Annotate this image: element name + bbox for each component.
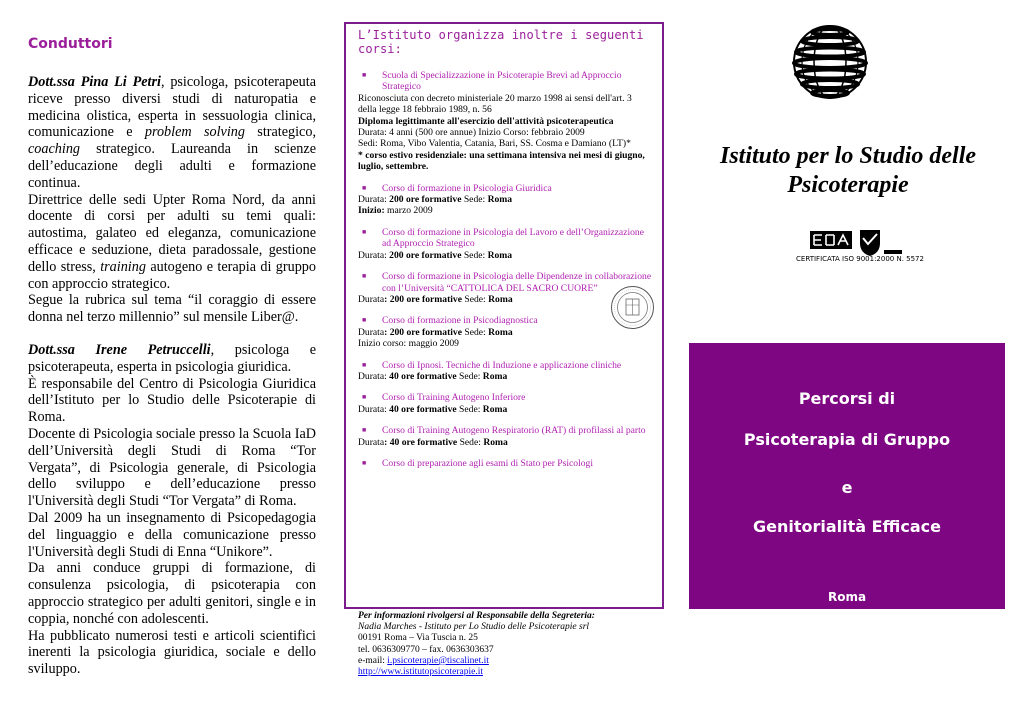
text-run: È responsabile del Centro di Psicologia Giuridica dell’Istituto per lo Studio delle Psicoterapie di Roma.	[28, 375, 316, 426]
text-run: Ha pubblicato numerosi testi e articoli scientifici inerenti la psicologia giuridica, sociale e dello sviluppo.	[28, 627, 316, 678]
bio-2	[28, 342, 316, 678]
course-detail	[358, 338, 652, 349]
bullet-icon: ■	[362, 426, 367, 435]
footer-email-row	[358, 656, 668, 667]
left-column	[28, 30, 316, 694]
text-run: Durata:	[358, 249, 390, 261]
globe-logo-icon	[790, 22, 870, 102]
bullet-icon: ■	[362, 316, 367, 325]
bullet-icon: ■	[362, 360, 367, 369]
text-run: Roma	[482, 370, 508, 382]
text-run: Sede:	[461, 249, 488, 261]
course-detail	[358, 371, 652, 382]
text-run: Roma	[487, 194, 513, 206]
bio-paragraph	[28, 74, 316, 192]
bio-paragraph	[28, 192, 316, 293]
text-run: Diploma legittimante all'esercizio dell'attività psicoterapeutica	[358, 115, 614, 127]
bullet-icon: ■	[362, 71, 367, 79]
text-run: training	[100, 258, 146, 275]
course-title: Corso di Training Autogeno Respiratorio (RAT) di profilassi al parto	[382, 425, 646, 437]
text-run: : 200 ore formative	[384, 326, 462, 338]
panel-line-5: Roma	[827, 590, 867, 604]
course-detail	[358, 93, 652, 116]
bullet-icon: ■	[362, 458, 367, 467]
text-run: 40 ore formative	[389, 370, 457, 382]
course-detail	[358, 404, 652, 415]
bio-paragraph	[28, 376, 316, 426]
text-run: coaching	[28, 141, 81, 158]
course-detail	[358, 150, 652, 173]
text-run: : 200 ore formative	[384, 293, 462, 305]
text-run: Docente di Psicologia sociale presso la Scuola IaD dell’Università degli Studi di Roma “Tor Vergata”, di Psicologia generale, di Psicologia dello sviluppo e dell’educazione presso l'Università degli Studi “Tor Vergata” di Roma.	[28, 425, 317, 510]
course-detail	[358, 205, 652, 216]
text-run: Durata:	[358, 194, 390, 206]
text-run: autogeno e terapia di gruppo con approccio strategico.	[28, 258, 316, 292]
institute-title	[690, 142, 1006, 200]
text-run: Da anni conduce gruppi di formazione, di consulenza psicologia, di psicoterapia con approccio strategico per adulti genitori, single e in coppia, nonché con adolescenti.	[28, 560, 316, 627]
bio-paragraph	[28, 292, 316, 326]
bio-paragraph	[28, 560, 316, 627]
text-run: strategico. Laureanda in scienze dell’educazione degli adulti e formazione continua.	[28, 141, 316, 191]
footer-line-1: Per informazioni rivolgersi al Responsabile della Segreteria:	[358, 611, 595, 621]
bio-paragraph	[28, 510, 316, 560]
bios-container	[28, 74, 316, 678]
text-run: Sede:	[457, 436, 484, 448]
course-detail	[358, 327, 652, 338]
text-run: Inizio corso: maggio 2009	[358, 338, 459, 350]
footer-website-row	[358, 667, 668, 678]
text-run: Roma	[488, 293, 513, 305]
bullet-icon: ■	[362, 272, 367, 281]
courses-heading: L’Istituto organizza inoltre i seguenti corsi:	[358, 28, 644, 56]
text-run: Durata	[358, 293, 385, 305]
bullet-icon: ■	[362, 393, 367, 402]
text-run: 40 ore formative	[389, 403, 457, 415]
text-run: Roma	[483, 436, 508, 448]
institute-title-line-2: Psicoterapie	[787, 172, 909, 198]
course-title: Corso di formazione in Psicologia delle Dipendenze in collaborazione con l’Università “CATTOLICA DEL SACRO CUORE”	[382, 271, 652, 294]
text-run: : 40 ore formative	[384, 436, 458, 448]
text-run: Roma	[488, 326, 513, 338]
course-title: Scuola di Specializzazione in Psicoterapie Brevi ad Approccio Strategico	[382, 70, 622, 93]
course-item	[358, 425, 652, 448]
text-run: * corso estivo residenziale: una settimana intensiva nei mesi di giugno, luglio, settembre.	[358, 149, 645, 173]
course-detail	[358, 437, 652, 448]
text-run: Durata	[358, 436, 385, 448]
course-item	[358, 70, 652, 173]
text-run: Dott.ssa Irene Petruccelli	[28, 341, 211, 358]
text-run: , psicologa e psicoterapeuta, esperta in psicologia giuridica.	[28, 341, 316, 375]
text-run: strategico,	[244, 124, 316, 141]
text-run: Riconosciuta con decreto ministeriale 20 marzo 1998 ai sensi dell'art. 3 della legge 18 febbraio 1989, n. 56	[358, 92, 632, 116]
course-detail	[358, 194, 652, 205]
bullet-icon: ■	[362, 227, 367, 236]
bio-1	[28, 74, 316, 326]
course-detail	[358, 138, 652, 149]
email-prefix: e-mail:	[358, 655, 388, 666]
text-run: Dott.ssa Pina Li Petri	[28, 74, 161, 90]
course-title: Corso di formazione in Psicologia del Lavoro e dell’Organizzazione ad Approccio Strategico	[382, 226, 644, 250]
text-run: , psicologa, psicoterapeuta riceve presso diversi studi di naturopatia e medicina olistica, esperta in sessuologia clinica, comunicazione e	[28, 74, 316, 141]
text-run: Direttrice delle sedi Upter Roma Nord, da anni docente di corsi per adulti su temi quali: autostima, galateo ed eleganza, comunicazione efficace e seduzione, dieta paradossale, gestione dello stress,	[28, 191, 316, 275]
text-run: Roma	[487, 249, 513, 261]
footer-line-2: Nadia Marches - Istituto per Lo Studio delle Psicoterapie srl	[358, 622, 590, 633]
footer-address: 00191 Roma – Via Tuscia n. 25	[358, 633, 478, 644]
panel-line-2: Psicoterapia di Gruppo	[743, 430, 951, 449]
panel-line-4: Genitorialità Efficace	[752, 517, 942, 536]
university-seal-icon	[610, 285, 655, 330]
course-title: Corso di Training Autogeno Inferiore	[382, 392, 526, 404]
text-run: Durata:	[358, 403, 390, 415]
text-run: Sede:	[461, 194, 488, 206]
certification-text: CERTIFICATA ISO 9001:2000 N. 5572	[796, 255, 924, 263]
course-detail	[358, 116, 652, 127]
course-item	[358, 315, 652, 349]
course-detail	[358, 294, 652, 305]
text-run: Sedi: Roma, Vibo Valentia, Catania, Bari, SS. Cosma e Damiano (LT)*	[358, 138, 631, 150]
course-item	[358, 271, 652, 305]
bio-paragraph	[28, 426, 316, 510]
course-item	[358, 392, 652, 415]
text-run: Durata: 4 anni (500 ore annue) Inizio Corso: febbraio 2009	[358, 127, 585, 139]
website-link[interactable]: http://www.istitutopsicoterapie.it	[358, 667, 483, 678]
course-item	[358, 227, 652, 261]
bullet-icon: ■	[362, 183, 367, 192]
text-run: problem solving	[144, 124, 245, 141]
bio-paragraph	[28, 628, 316, 678]
course-item	[358, 458, 652, 469]
courses-list	[358, 70, 652, 469]
text-run: Dal 2009 ha un insegnamento di Psicopedagogia del linguaggio e della comunicazione presso l'Università degli Studi di Enna “Unikore”.	[28, 509, 316, 560]
panel-line-1: Percorsi di	[798, 389, 896, 408]
course-detail	[358, 127, 652, 138]
panel-line-3: e	[841, 478, 853, 497]
course-item	[358, 183, 652, 217]
text-run: Durata:	[358, 370, 390, 382]
text-run: 200 ore formative	[389, 194, 462, 206]
email-link[interactable]: i.psicoterapie@tiscalinet.it	[387, 655, 489, 666]
purple-panel	[689, 343, 1005, 609]
text-run: Sede:	[461, 326, 489, 338]
text-run: Sede:	[461, 293, 489, 305]
text-run: marzo 2009	[384, 205, 433, 217]
text-run: Segue la rubrica sul tema “il coraggio di essere donna nel terzo millennio” sul mensile Liber@.	[28, 292, 316, 326]
text-run: Sede:	[456, 370, 483, 382]
institute-title-line-1: Istituto per lo Studio delle	[719, 143, 977, 169]
text-run: Roma	[482, 403, 508, 415]
course-title: Corso di formazione in Psicologia Giuridica	[382, 182, 552, 194]
course-detail	[358, 250, 652, 261]
course-item	[358, 360, 652, 383]
contact-footer	[358, 611, 668, 678]
text-run: 200 ore formative	[389, 249, 462, 261]
text-run: Sede:	[456, 403, 483, 415]
text-run: Durata	[358, 326, 385, 338]
bio-paragraph	[28, 342, 316, 376]
course-title: Corso di Ipnosi. Tecniche di Induzione e applicazione cliniche	[382, 359, 622, 371]
course-title: Corso di formazione in Psicodiagnostica	[382, 315, 538, 327]
footer-phone: tel. 0636309770 – fax. 0636303637	[358, 644, 494, 655]
course-title: Corso di preparazione agli esami di Stato per Psicologi	[382, 457, 594, 469]
text-run: Inizio:	[358, 205, 385, 217]
conduttori-heading: Conduttori	[28, 36, 113, 52]
certification-logos-icon	[808, 228, 908, 258]
